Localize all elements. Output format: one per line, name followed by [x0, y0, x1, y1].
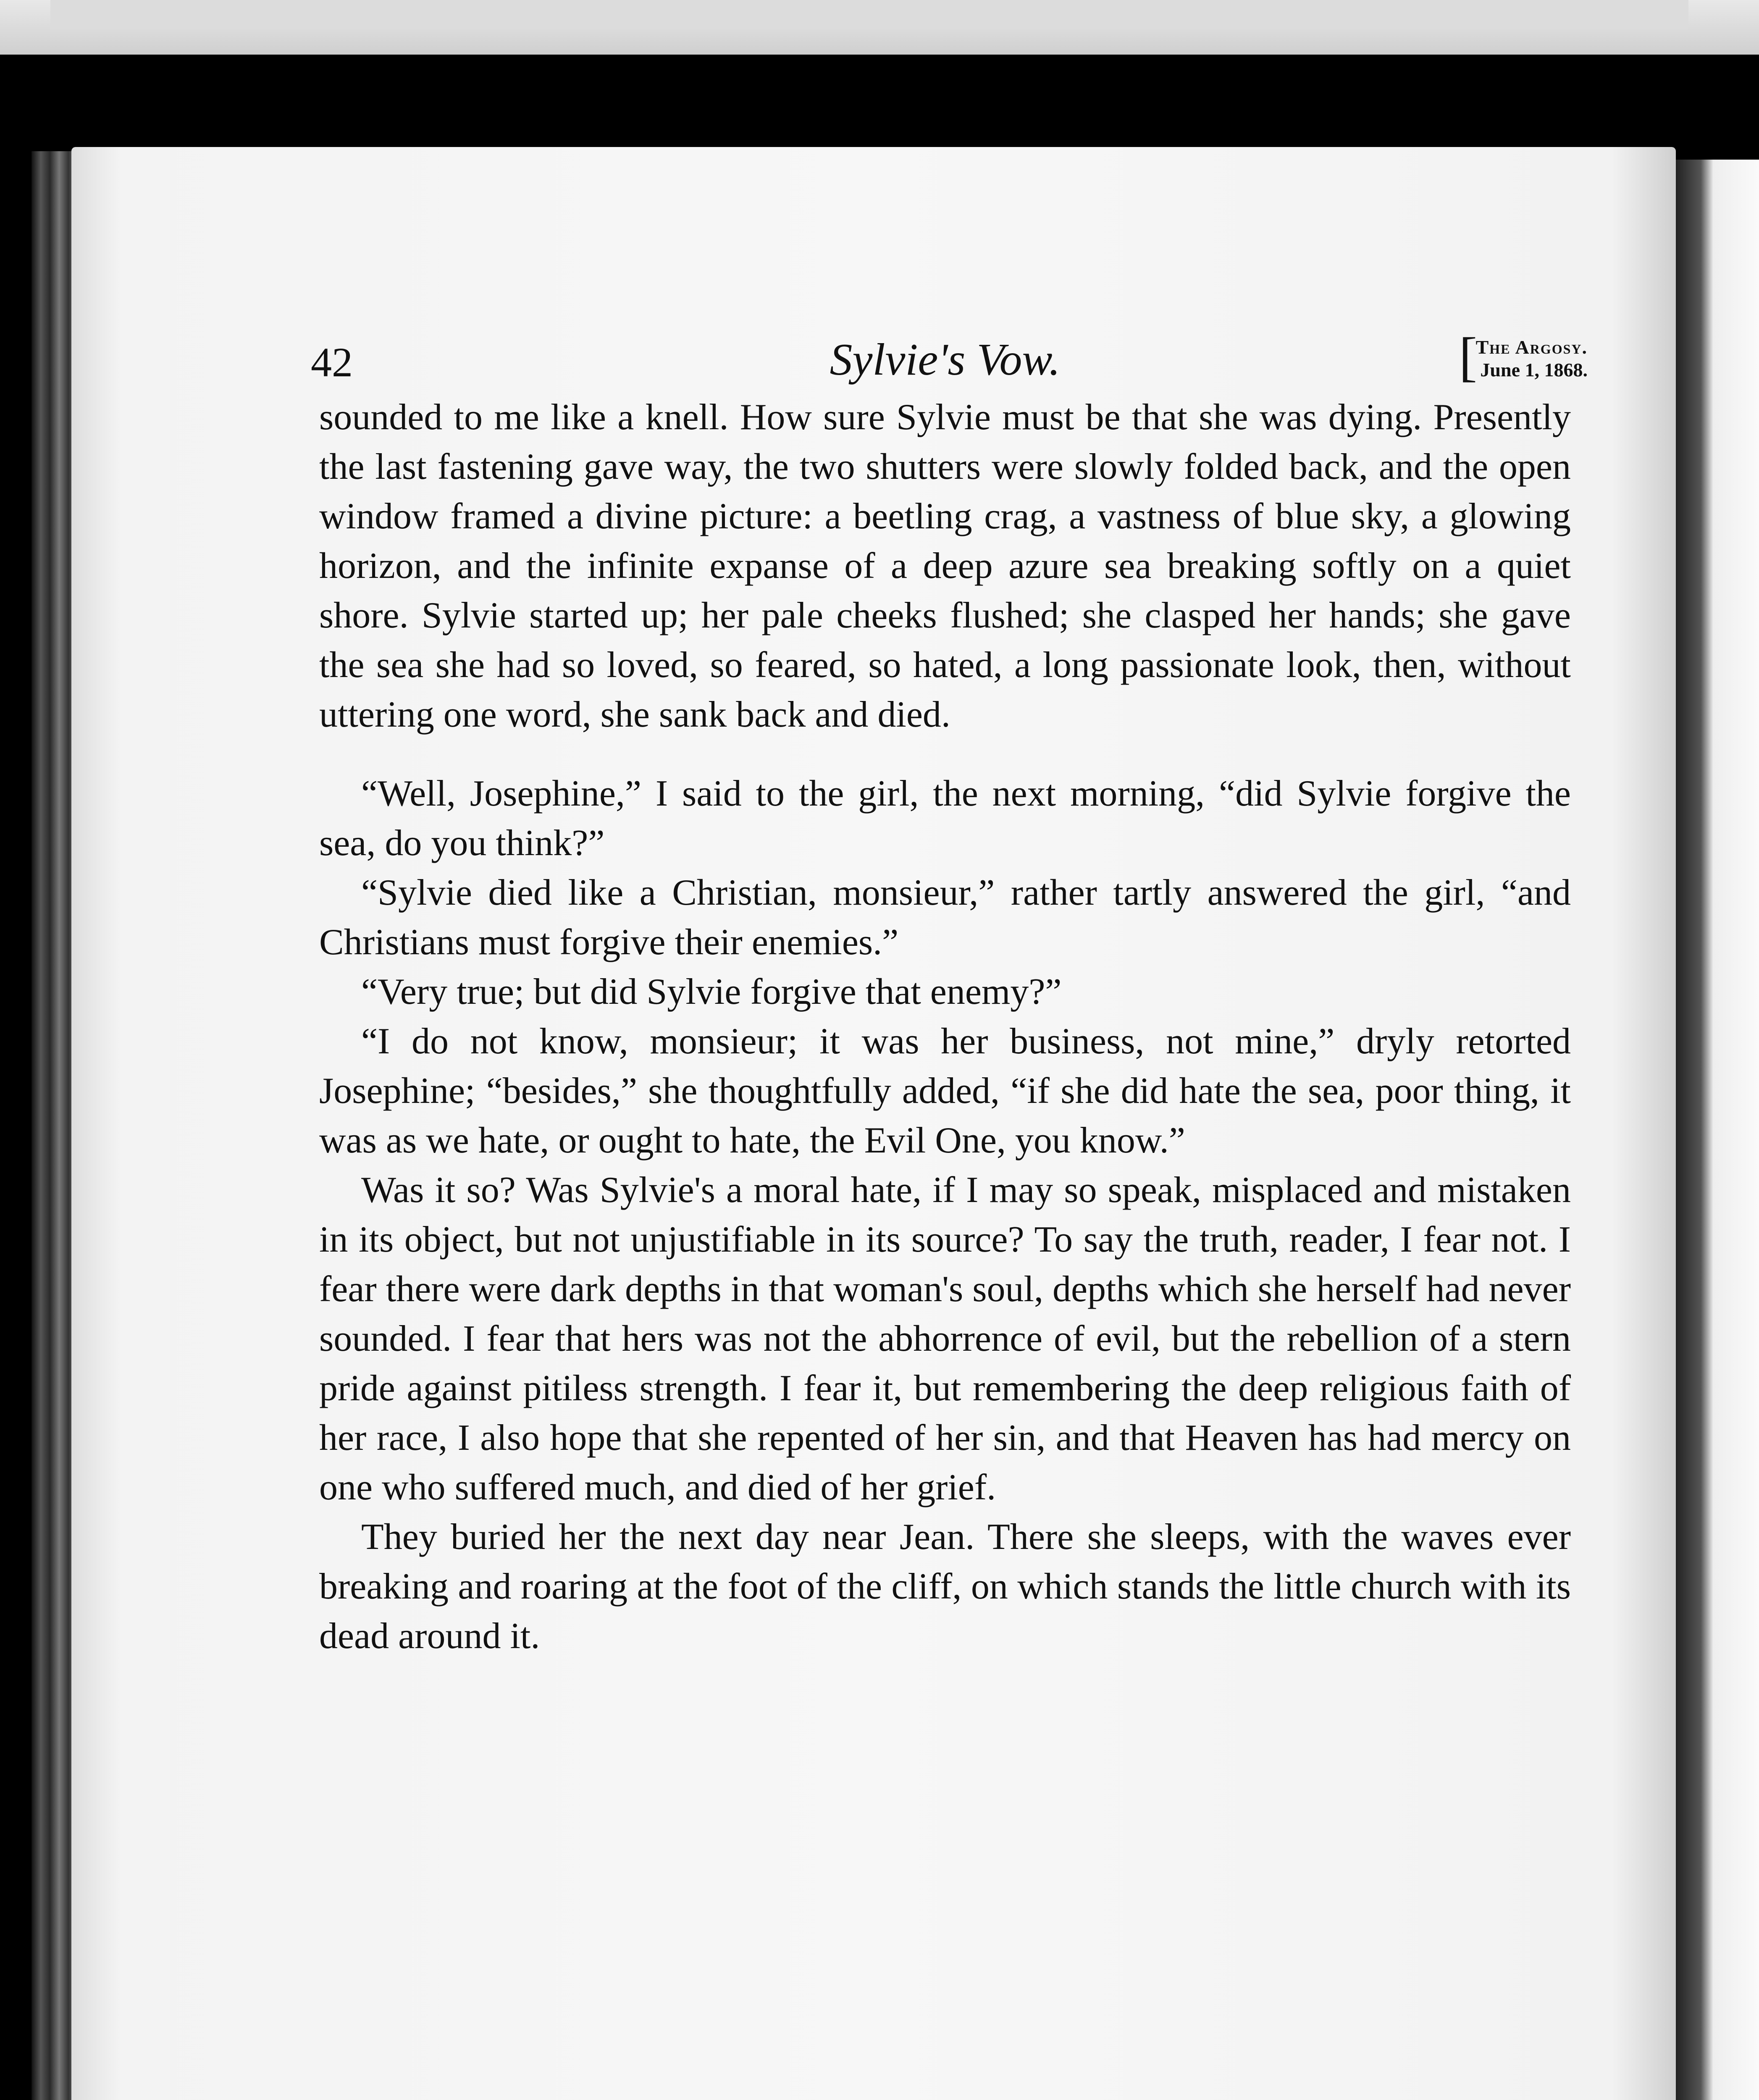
- paragraph-1: sounded to me like a knell. How sure Sylvie must be that she was dying. Presently the last fastening gave way, the two shutters were slowly folded back, and the open window framed a divine picture: a beetling crag, a vastness of blue sky, a glowing horizon, and the infinite expanse of a deep azure sea breaking softly on a quiet shore. Sylvie started up; her pale cheeks flushed; she clasped her hands; she gave the sea she had so loved, so feared, so hated, a long passionate look, then, without uttering one word, she sank back and died.: [319, 397, 1571, 735]
- paragraph-3: “Sylvie died like a Christian, monsieur,” rather tartly answered the girl, “and Christians must forgive their enemies.”: [319, 872, 1571, 963]
- paragraph-7: They buried her the next day near Jean. There she sleeps, with the waves ever breaking and roaring at the foot of the cliff, on which stands the little church with its dead around it.: [319, 1517, 1571, 1656]
- bracket-glyph: [: [1459, 327, 1477, 387]
- paragraph-4: “Very true; but did Sylvie forgive that enemy?”: [361, 971, 1062, 1012]
- source-date: June 1, 1868.: [1480, 359, 1588, 381]
- book-binding-edge: [32, 151, 78, 2100]
- page-text-block: [311, 327, 1588, 1661]
- source-name: The Argosy.: [1475, 336, 1588, 358]
- paragraph-2: “Well, Josephine,” I said to the girl, the next morning, “did Sylvie forgive the sea, do you think?”: [319, 773, 1571, 864]
- source-citation: [1459, 327, 1588, 387]
- page-number: 42: [311, 339, 353, 386]
- running-title: Sylvie's Vow.: [830, 335, 1061, 385]
- previous-page-edge: [0, 0, 1759, 55]
- page-header: [311, 327, 1588, 393]
- paragraph-6: Was it so? Was Sylvie's a moral hate, if I may so speak, misplaced and mistaken in its object, but not unjustifiable in its source? To say the truth, reader, I fear not. I fear there were dark depths in that woman's soul, depths which she herself had never sounded. I fear that hers was not the abhorrence of evil, but the rebellion of a stern pride against pitiless strength. I fear it, but remembering the deep religious faith of her race, I also hope that she repented of her sin, and that Heaven has had mercy on one who suffered much, and died of her grief.: [319, 1170, 1571, 1508]
- paragraph-5: “I do not know, monsieur; it was her business, not mine,” dryly retorted Josephine; “besides,” she thoughtfully added, “if she did hate the sea, poor thing, it was as we hate, or ought to hate, the Evil One, you know.”: [319, 1021, 1571, 1161]
- next-pages-edge: [1676, 160, 1759, 2100]
